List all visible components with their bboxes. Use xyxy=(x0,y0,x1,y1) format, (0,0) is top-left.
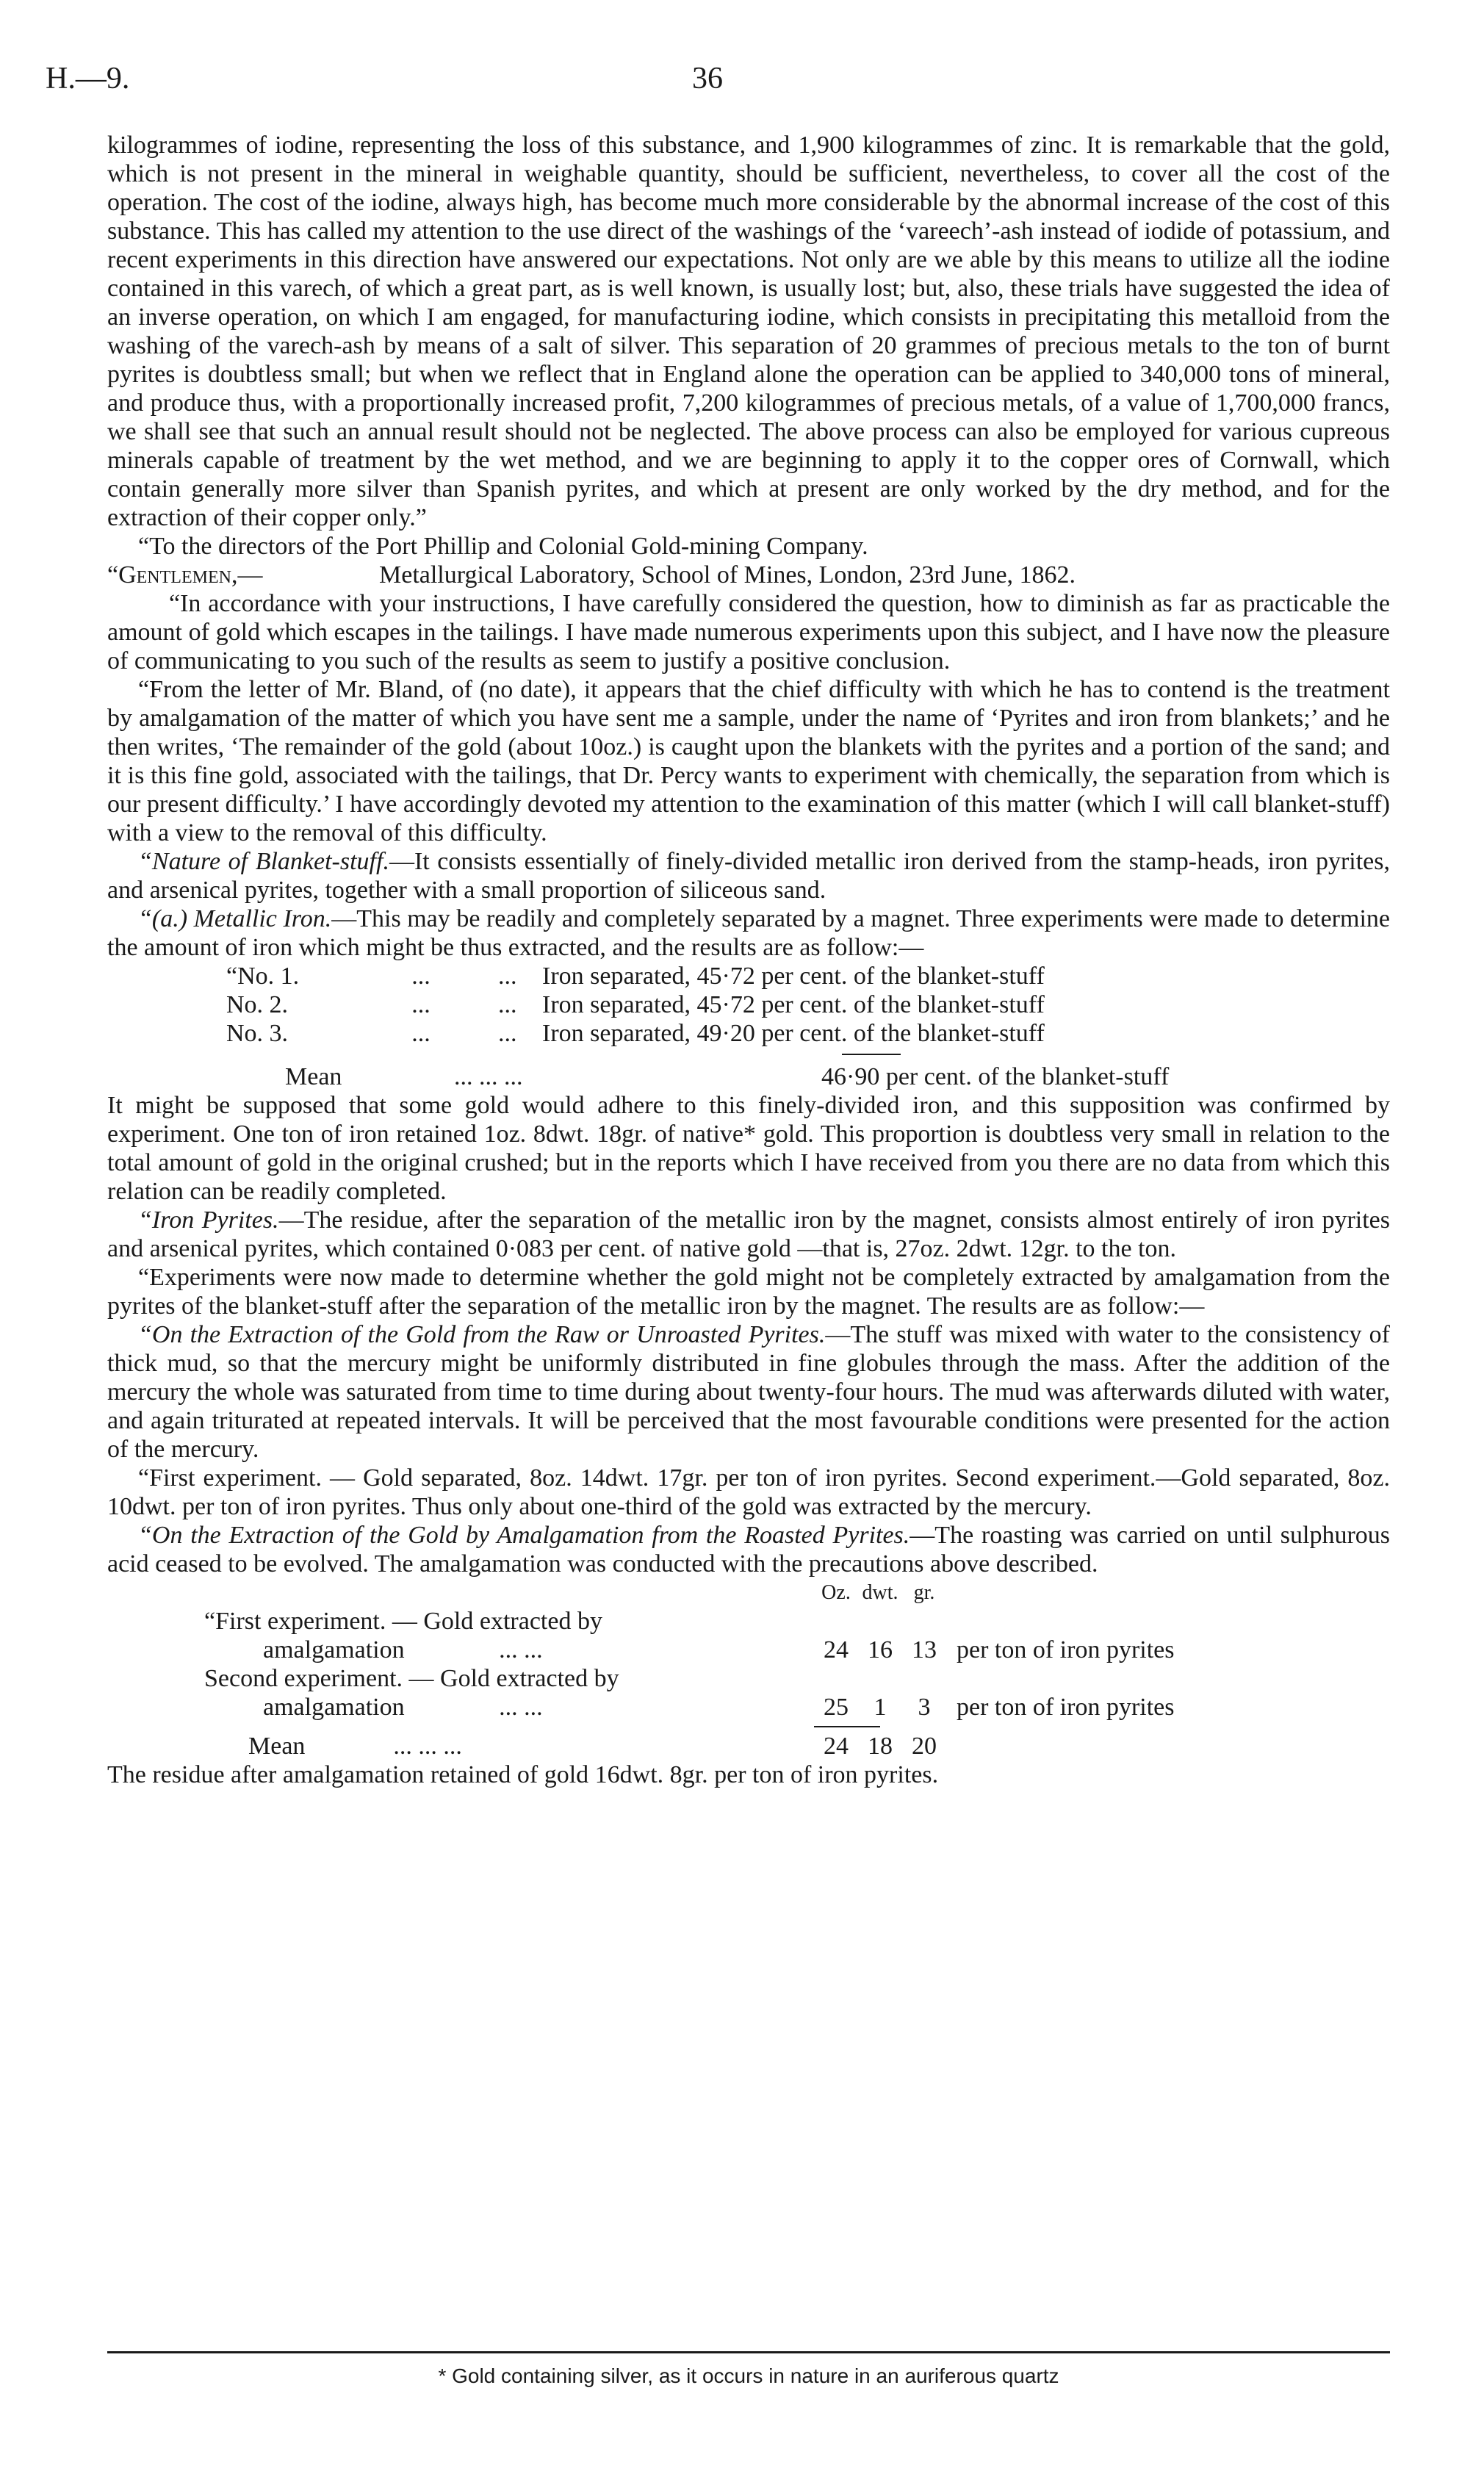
mean-gr: 20 xyxy=(912,1733,937,1760)
paragraph-text: —It consists essentially of finely-divided metallic iron derived from the stamp-heads, iron pyrites, and arsenical pyrites, together with a small proportion of siliceous sand. xyxy=(107,848,1390,904)
leader-dots: ... xyxy=(411,963,431,990)
paragraph-raw-pyrites xyxy=(107,1320,1390,1464)
row-value: Iron separated, 45·72 per cent. of the blanket-stuff xyxy=(542,963,1045,990)
cell-gr: 13 xyxy=(912,1636,937,1663)
cell-unit: per ton of iron pyrites xyxy=(957,1694,1175,1721)
table-row xyxy=(204,1636,1175,1664)
paragraph-metallic-iron xyxy=(107,904,1390,962)
iron-separation-table xyxy=(226,962,1045,1048)
sum-rule xyxy=(814,1726,880,1727)
paragraph-text: —This may be readily and completely separated by a magnet. Three experiments were made to determine the amount of iron which might be thus extracted, and the results are as follow:— xyxy=(107,905,1390,961)
row-value: Iron separated, 49·20 per cent. of the blanket-stuff xyxy=(542,1020,1045,1047)
row-label-cont: amalgamation xyxy=(263,1636,405,1663)
row-value: Iron separated, 45·72 per cent. of the blanket-stuff xyxy=(542,991,1045,1018)
document-reference: H.—9. xyxy=(46,62,130,96)
row-label-cont: amalgamation xyxy=(263,1694,405,1721)
leader-dots: ... xyxy=(411,991,431,1018)
cell-dwt: 16 xyxy=(868,1636,893,1663)
iron-mean-table xyxy=(226,1061,1169,1091)
row-label: No. 2. xyxy=(226,991,289,1018)
mean-row xyxy=(226,1061,1169,1091)
paragraph-iodine: kilogrammes of iodine, representing the loss of this substance, and 1,900 kilogrammes of zinc. It is remarkable that the gold, which is not present in the mineral in weighable quantity, should be sufficient, nevertheless, to cover all the cost of the operation. The cost of the iodine, always high, has become much more considerable by the abnormal increase of the cost of this substance. This has called my attention to the use direct of the washings of the ‘vareech’-ash instead of iodide of potassium, and recent experiments in this direction have answered our expectations. Not only are we able by this means to utilize all the iodine contained in this varech, of which a great part, as is well known, is usually lost; but, also, these trials have suggested the idea of an inverse operation, on which I am engaged, for manufacturing iodine, which consists in precipitating this metalloid from the washing of the varech-ash by means of a salt of silver. This separation of 20 grammes of precious metals to the ton of burnt pyrites is doubtless small; but when we reflect that in England alone the operation can be applied to 340,000 tons of mineral, and produce thus, with a proportionally increased profit, 7,200 kilogrammes of precious metals, of a value of 1,700,000 francs, we shall see that such an annual result should not be neglected. The above process can also be employed for various cupreous minerals capable of treatment by the wet method, and we are beginning to apply it to the copper ores of Cornwall, which contain generally more silver than Spanish pyrites, and which at present are only worked by the dry method, and for the extraction of their copper only.” xyxy=(107,132,1390,531)
table-row xyxy=(204,1607,1175,1636)
mean-value: 46·90 per cent. of the blanket-stuff xyxy=(821,1063,1170,1090)
table-row xyxy=(204,1693,1175,1722)
paragraph-first-experiment: “First experiment. — Gold separated, 8oz. 14dwt. 17gr. per ton of iron pyrites. Second experiment.—Gold separated, 8oz. 10dwt. per ton of iron pyrites. Thus only about one-third of the gold was extracted by the mercury. xyxy=(107,1464,1390,1520)
section-lead: “On the Extraction of the Gold from the Raw or Unroasted Pyrites. xyxy=(138,1321,826,1348)
footnote-divider xyxy=(107,2351,1390,2353)
mean-dwt: 18 xyxy=(868,1733,893,1760)
leader-dots: ... xyxy=(411,1020,431,1047)
body-text xyxy=(107,131,1390,1789)
page-header xyxy=(46,62,1390,101)
leader-dots: ... xyxy=(498,1020,517,1047)
mean-oz: 24 xyxy=(824,1733,849,1760)
paragraph-text: —The residue, after the separation of the metallic iron by the magnet, consists almost entirely of iron pyrites and arsenical pyrites, which contained 0·083 per cent. of native gold —that is, 27oz. 2dwt. 12gr. to the ton. xyxy=(107,1206,1390,1262)
leader-dots: ... ... xyxy=(499,1694,543,1721)
leader-dots: ... xyxy=(498,963,517,990)
paragraph-residue: The residue after amalgamation retained of gold 16dwt. 8gr. per ton of iron pyrites. xyxy=(107,1761,939,1788)
cell-oz: 25 xyxy=(824,1694,849,1721)
leader-dots: ... ... ... xyxy=(454,1063,523,1090)
table-row xyxy=(226,990,1045,1019)
cell-oz: 24 xyxy=(824,1636,849,1663)
leader-dots: ... ... ... xyxy=(393,1733,462,1760)
paragraph-experiments: “Experiments were now made to determine whether the gold might not be completely extracted by amalgamation from the pyrites of the blanket-stuff after the separation of the metallic iron by the magnet. The results are as follow:— xyxy=(107,1264,1390,1320)
row-label: Second experiment. — Gold extracted by xyxy=(204,1665,619,1692)
cell-dwt: 1 xyxy=(874,1694,887,1721)
column-header-dwt: dwt. xyxy=(862,1581,898,1604)
table-header-row xyxy=(204,1578,1175,1607)
table-row xyxy=(226,962,1045,990)
page-number: 36 xyxy=(692,62,723,96)
paragraph-text: —The stuff was mixed with water to the consistency of thick mud, so that the mercury might be uniformly distributed in fine globules through the mass. After the addition of the mercury the whole was saturated from time to time during about twenty-four hours. The mud was afterwards diluted with water, and again triturated at repeated intervals. It will be perceived that the most favourable conditions were presented for the action of the mercury. xyxy=(107,1321,1391,1463)
column-header-gr: gr. xyxy=(913,1581,935,1604)
paragraph-roasted-pyrites xyxy=(107,1521,1390,1578)
paragraph-iron-pyrites xyxy=(107,1206,1390,1263)
mean-row xyxy=(204,1732,946,1760)
salutation: “Gentlemen,— xyxy=(107,561,263,589)
section-lead: “(a.) Metallic Iron. xyxy=(138,905,332,932)
footnote: * Gold containing silver, as it occurs in nature in an auriferous quartz xyxy=(438,2364,1059,2387)
section-lead: “Nature of Blanket-stuff. xyxy=(138,848,389,875)
dateline: Metallurgical Laboratory, School of Mines, London, 23rd June, 1862. xyxy=(379,561,1076,589)
cell-gr: 3 xyxy=(918,1694,931,1721)
salutation-line xyxy=(107,561,1390,589)
amalgamation-table xyxy=(204,1578,1175,1722)
paragraph-bland-letter: “From the letter of Mr. Bland, of (no date), it appears that the chief difficulty with which he has to contend is the treatment by amalgamation of the matter of which you have sent me a sample, under the name of ‘Pyrites and iron from blankets;’ and he then writes, ‘The remainder of the gold (about 10oz.) is caught upon the blankets with the pyrites and a portion of the sand; and it is this fine gold, associated with the tailings, that Dr. Percy wants to experiment with chemically, the separation from which is our present difficulty.’ I have accordingly devoted my attention to the examination of this matter (which I will call blanket-stuff) with a view to the removal of this difficulty. xyxy=(107,676,1390,846)
mean-label: Mean xyxy=(248,1733,306,1760)
table-row xyxy=(226,1019,1045,1048)
column-header-oz: Oz. xyxy=(821,1581,851,1604)
leader-dots: ... xyxy=(498,991,517,1018)
table-row xyxy=(204,1664,1175,1693)
amalgamation-mean-table xyxy=(204,1732,946,1760)
row-label: “No. 1. xyxy=(226,963,300,990)
mean-label: Mean xyxy=(285,1063,342,1090)
section-lead: “On the Extraction of the Gold by Amalgamation from the Roasted Pyrites. xyxy=(138,1522,910,1549)
paragraph-gold-adhesion: It might be supposed that some gold would adhere to this finely-divided iron, and this supposition was confirmed by experiment. One ton of iron retained 1oz. 8dwt. 18gr. of native* gold. This proportion is doubtless very small in relation to the total amount of gold in the original crushed; but in the reports which I have received from you there are no data from which this relation can be readily completed. xyxy=(107,1092,1390,1205)
leader-dots: ... ... xyxy=(499,1636,543,1663)
cell-unit: per ton of iron pyrites xyxy=(957,1636,1175,1663)
row-label: “First experiment. — Gold extracted by xyxy=(204,1608,602,1635)
letter-address: “To the directors of the Port Phillip and Colonial Gold-mining Company. xyxy=(138,533,868,560)
row-label: No. 3. xyxy=(226,1020,289,1047)
paragraph-instructions: “In accordance with your instructions, I have carefully considered the question, how to diminish as far as practicable the amount of gold which escapes in the tailings. I have made numerous experiments upon this subject, and I have now the pleasure of communicating to you such of the results as seem to justify a positive conclusion. xyxy=(107,590,1390,675)
paragraph-text: —The roasting was carried on until sulphurous acid ceased to be evolved. The amalgamation was conducted with the precautions above described. xyxy=(107,1522,1390,1578)
paragraph-blanket-stuff xyxy=(107,847,1390,904)
section-lead: “Iron Pyrites. xyxy=(138,1206,279,1234)
sum-rule xyxy=(842,1054,901,1055)
